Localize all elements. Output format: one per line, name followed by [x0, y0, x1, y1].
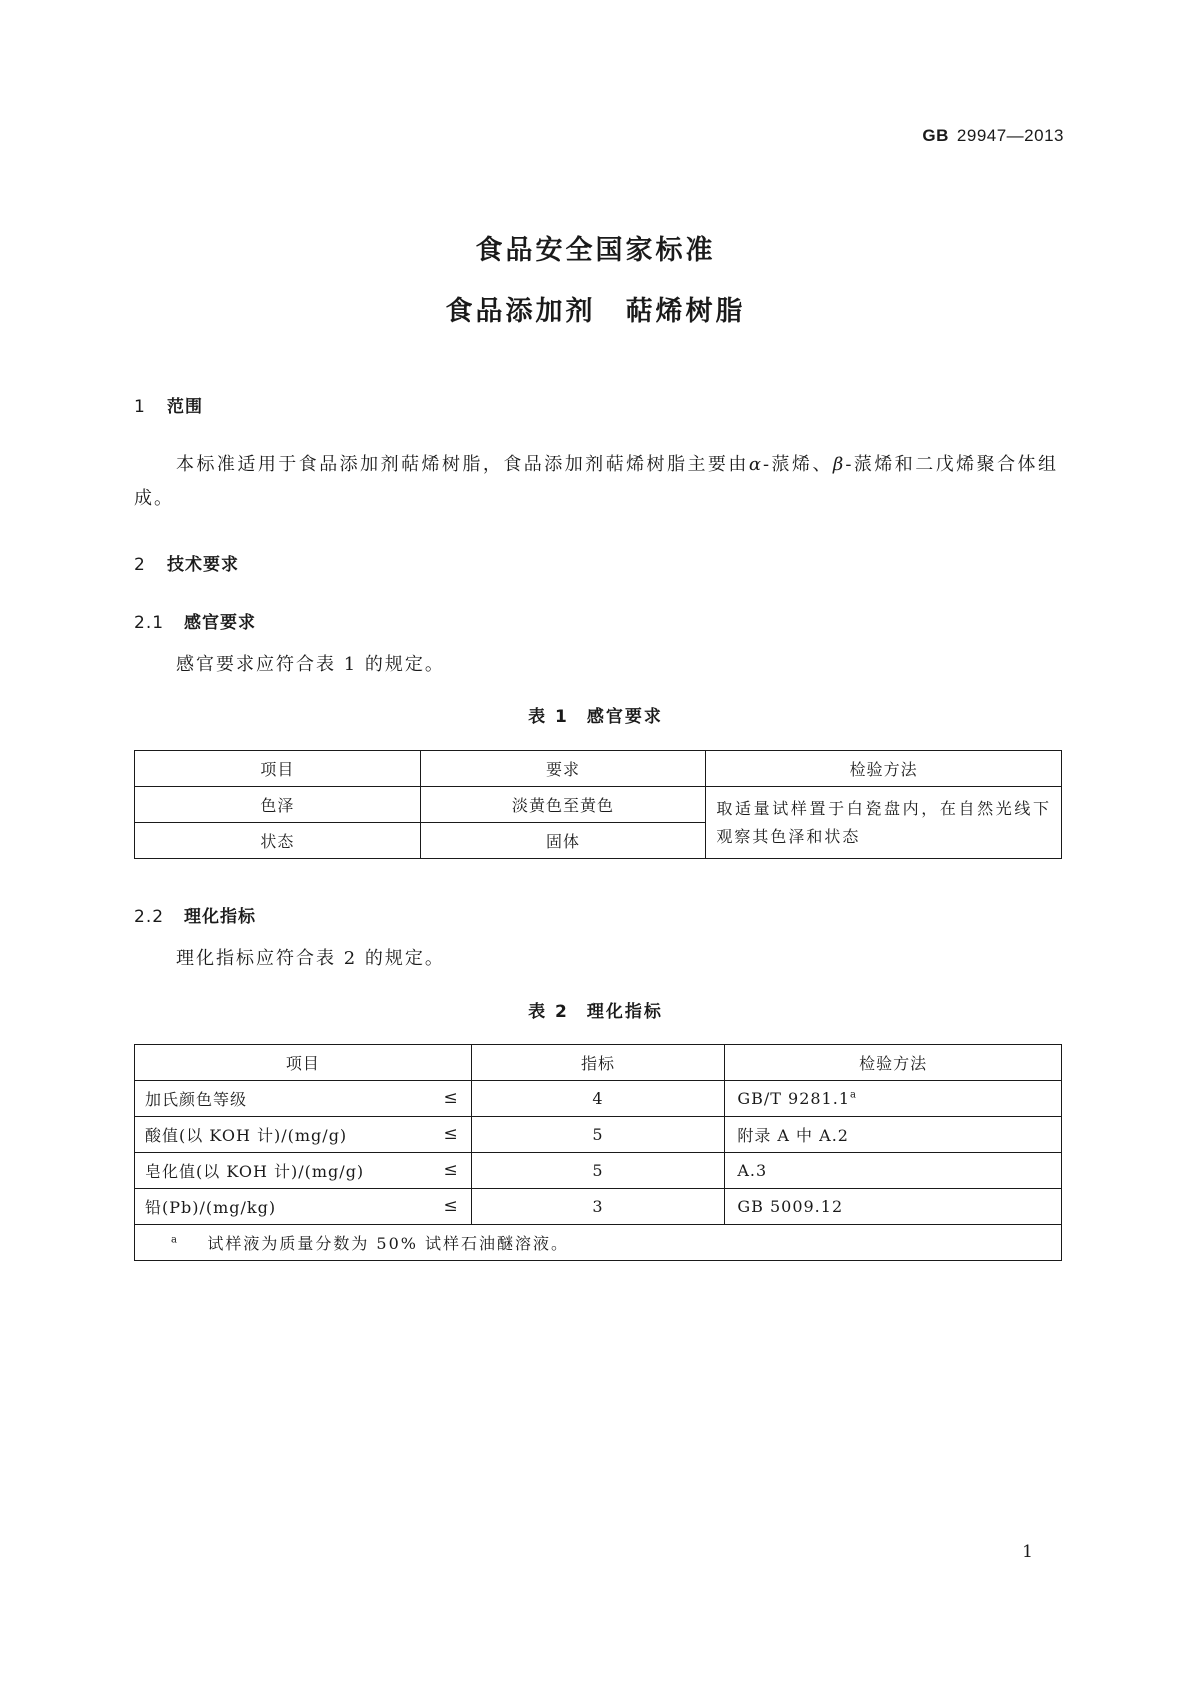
physicochemical-paragraph: 理化指标应符合表 2 的规定。 — [176, 948, 445, 969]
table-cell-value: 4 — [471, 1081, 725, 1117]
standard-code: 29947—2013 — [956, 126, 1064, 145]
subtitle-part-a: 食品添加剂 — [445, 296, 596, 327]
footnote-ref: a — [850, 1089, 857, 1101]
footnote-text: 试样液为质量分数为 50% 试样石油醚溶液。 — [207, 1234, 570, 1253]
le-symbol: ≤ — [443, 1160, 459, 1180]
table-cell-method: A.3 — [725, 1153, 1062, 1189]
scope-text-c: -蒎烯和二戊烯聚合体组成。 — [134, 454, 1058, 509]
section-heading-sensory — [134, 608, 256, 633]
table-cell-requirement: 固体 — [420, 823, 706, 859]
section-heading-requirements — [134, 550, 239, 575]
footnote-mark: a — [171, 1234, 179, 1246]
section-number: 1 — [134, 397, 146, 417]
table2-number: 表 2 — [528, 1002, 569, 1022]
subtitle-part-b: 萜烯树脂 — [625, 296, 746, 327]
table-header: 指标 — [471, 1045, 725, 1081]
item-label: 加氏颜色等级 — [145, 1090, 248, 1109]
document-subtitle — [0, 289, 1191, 328]
le-symbol: ≤ — [443, 1124, 459, 1144]
section-number: 2 — [134, 555, 146, 575]
table-cell-item — [135, 1189, 472, 1225]
section-heading-physicochemical — [134, 902, 256, 927]
table-cell-value: 3 — [471, 1189, 725, 1225]
table-cell-item — [135, 1081, 472, 1117]
table-header: 要求 — [420, 751, 706, 787]
table-row — [135, 1153, 1062, 1189]
table-header-row — [135, 751, 1062, 787]
standard-prefix: GB — [922, 126, 949, 145]
section-title: 理化指标 — [184, 907, 256, 927]
table-row — [135, 787, 1062, 823]
beta-symbol: β — [832, 454, 846, 475]
table-row — [135, 1117, 1062, 1153]
table-header: 检验方法 — [725, 1045, 1062, 1081]
table2-caption — [0, 997, 1191, 1022]
table-cell-item — [135, 1153, 472, 1189]
section-number: 2.1 — [134, 613, 165, 633]
table-cell-method — [725, 1081, 1062, 1117]
section-title: 范围 — [167, 397, 203, 417]
table-cell-item — [135, 1117, 472, 1153]
table-footnote-row — [135, 1225, 1062, 1261]
sensory-paragraph: 感官要求应符合表 1 的规定。 — [176, 654, 445, 675]
table-cell-method: 取适量试样置于白瓷盘内，在自然光线下观察其色泽和状态 — [706, 787, 1062, 859]
table1-caption — [0, 702, 1191, 727]
table-row — [135, 1189, 1062, 1225]
le-symbol: ≤ — [443, 1196, 459, 1216]
sensory-table — [134, 750, 1062, 859]
document-title: 食品安全国家标准 — [475, 235, 716, 266]
section-number: 2.2 — [134, 907, 165, 927]
item-label: 铅(Pb)/(mg/kg) — [145, 1198, 277, 1217]
section-title: 感官要求 — [184, 613, 256, 633]
section-heading-scope — [134, 392, 203, 417]
table-header: 项目 — [135, 751, 421, 787]
physicochemical-table — [134, 1044, 1062, 1261]
table-cell-requirement: 淡黄色至黄色 — [420, 787, 706, 823]
table-cell-item: 状态 — [135, 823, 421, 859]
table-header-row — [135, 1045, 1062, 1081]
scope-paragraph — [134, 448, 1058, 516]
table-header: 检验方法 — [706, 751, 1062, 787]
item-label: 酸值(以 KOH 计)/(mg/g) — [145, 1126, 348, 1145]
table-cell-method: GB 5009.12 — [725, 1189, 1062, 1225]
alpha-symbol: α — [748, 454, 763, 475]
standard-number — [922, 126, 1064, 146]
table-cell-value: 5 — [471, 1153, 725, 1189]
scope-text-b: -蒎烯、 — [763, 454, 833, 475]
page-number: 1 — [1022, 1542, 1033, 1562]
table1-number: 表 1 — [528, 707, 569, 727]
table-cell-value: 5 — [471, 1117, 725, 1153]
table2-title: 理化指标 — [586, 1002, 663, 1022]
table-cell-method: 附录 A 中 A.2 — [725, 1117, 1062, 1153]
table-row — [135, 1081, 1062, 1117]
item-label: 皂化值(以 KOH 计)/(mg/g) — [145, 1162, 365, 1181]
table-footnote — [135, 1225, 1062, 1261]
le-symbol: ≤ — [443, 1088, 459, 1108]
table-cell-item: 色泽 — [135, 787, 421, 823]
section-title: 技术要求 — [167, 555, 239, 575]
table-header: 项目 — [135, 1045, 472, 1081]
method-text: GB/T 9281.1 — [737, 1089, 850, 1108]
table1-title: 感官要求 — [586, 707, 663, 727]
scope-text-a: 本标准适用于食品添加剂萜烯树脂，食品添加剂萜烯树脂主要由 — [176, 454, 749, 475]
